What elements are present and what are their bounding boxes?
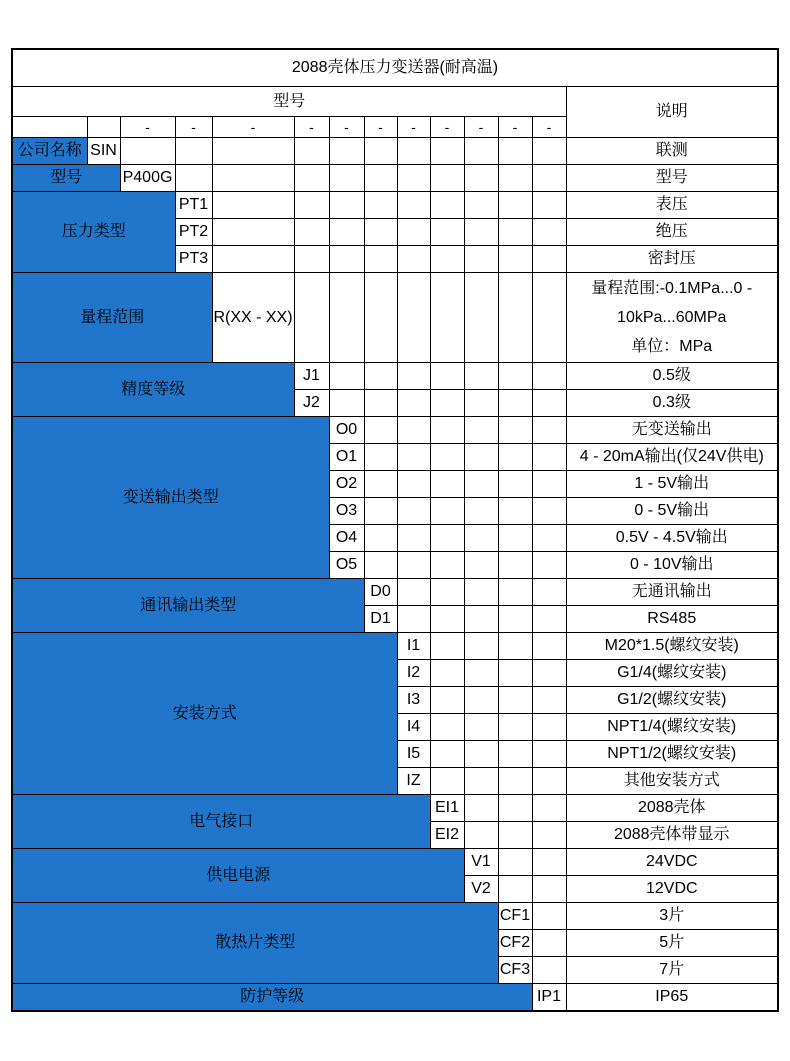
empty-cell <box>498 273 532 363</box>
empty-cell <box>532 246 566 273</box>
empty-cell <box>532 849 566 876</box>
empty-cell <box>397 390 430 417</box>
desc-cell: NPT1/4(螺纹安装) <box>566 714 778 741</box>
empty-cell <box>329 390 364 417</box>
empty-cell <box>532 579 566 606</box>
empty-cell <box>498 660 532 687</box>
empty-cell <box>397 498 430 525</box>
empty-cell <box>532 795 566 822</box>
empty-cell <box>430 741 464 768</box>
empty-cell <box>329 273 364 363</box>
empty-cell <box>329 246 364 273</box>
desc-cell: 密封压 <box>566 246 778 273</box>
table-title: 2088壳体压力变送器(耐高温) <box>12 49 778 87</box>
desc-cell: 7片 <box>566 957 778 984</box>
category-cell: 电气接口 <box>12 795 430 849</box>
option-row <box>12 165 778 192</box>
empty-cell <box>397 192 430 219</box>
empty-cell <box>294 219 329 246</box>
desc-cell: 0.5级 <box>566 363 778 390</box>
empty-cell <box>430 219 464 246</box>
desc-cell: IP65 <box>566 984 778 1012</box>
empty-cell <box>294 273 329 363</box>
empty-cell <box>430 498 464 525</box>
dash-cell: - <box>498 117 532 138</box>
empty-cell <box>212 165 294 192</box>
empty-cell <box>464 525 498 552</box>
desc-cell: 型号 <box>566 165 778 192</box>
empty-cell <box>532 930 566 957</box>
empty-cell <box>120 138 175 165</box>
dash-cell: - <box>212 117 294 138</box>
category-cell: 压力类型 <box>12 192 175 273</box>
code-cell: P400G <box>120 165 175 192</box>
empty-cell <box>397 552 430 579</box>
empty-cell <box>397 273 430 363</box>
desc-cell: 其他安装方式 <box>566 768 778 795</box>
empty-cell <box>498 363 532 390</box>
title-row <box>12 49 778 87</box>
code-cell: O4 <box>329 525 364 552</box>
dash-cell: - <box>294 117 329 138</box>
desc-cell: 绝压 <box>566 219 778 246</box>
empty-cell <box>532 822 566 849</box>
empty-cell <box>464 768 498 795</box>
option-row <box>12 903 778 930</box>
empty-cell <box>532 768 566 795</box>
empty-cell <box>498 498 532 525</box>
code-cell: CF3 <box>498 957 532 984</box>
empty-cell <box>464 687 498 714</box>
code-cell: IZ <box>397 768 430 795</box>
code-cell: O2 <box>329 471 364 498</box>
empty-cell <box>498 741 532 768</box>
empty-cell <box>498 606 532 633</box>
empty-cell <box>498 876 532 903</box>
empty-cell <box>532 165 566 192</box>
empty-cell <box>364 471 397 498</box>
empty-cell <box>364 138 397 165</box>
empty-cell <box>430 471 464 498</box>
empty-cell <box>532 525 566 552</box>
empty-cell <box>464 417 498 444</box>
empty-cell <box>464 498 498 525</box>
empty-cell <box>498 417 532 444</box>
empty-cell <box>464 714 498 741</box>
option-row <box>12 579 778 606</box>
code-cell: O3 <box>329 498 364 525</box>
empty-cell <box>397 417 430 444</box>
empty-cell <box>532 876 566 903</box>
empty-cell <box>532 498 566 525</box>
empty-cell <box>397 363 430 390</box>
desc-line: 10kPa...60MPa <box>617 309 727 326</box>
empty-cell <box>532 138 566 165</box>
empty-cell <box>364 390 397 417</box>
option-row <box>12 363 778 390</box>
empty-cell <box>430 633 464 660</box>
desc-cell: 3片 <box>566 903 778 930</box>
empty-cell <box>532 219 566 246</box>
dash-cell: - <box>430 117 464 138</box>
desc-cell: 2088壳体 <box>566 795 778 822</box>
empty-cell <box>464 741 498 768</box>
empty-cell <box>498 390 532 417</box>
desc-cell: 无通讯输出 <box>566 579 778 606</box>
empty-cell <box>430 687 464 714</box>
category-cell: 防护等级 <box>12 984 532 1012</box>
empty-cell <box>329 219 364 246</box>
empty-cell <box>397 471 430 498</box>
empty-cell <box>498 165 532 192</box>
empty-cell <box>364 219 397 246</box>
empty-cell <box>329 165 364 192</box>
code-cell: EI1 <box>430 795 464 822</box>
desc-cell: 0.3级 <box>566 390 778 417</box>
empty-cell <box>430 363 464 390</box>
empty-cell <box>464 246 498 273</box>
empty-cell <box>464 363 498 390</box>
empty-cell <box>532 390 566 417</box>
empty-cell <box>498 849 532 876</box>
empty-cell <box>498 768 532 795</box>
code-cell: I2 <box>397 660 430 687</box>
empty-cell <box>464 192 498 219</box>
code-cell: I5 <box>397 741 430 768</box>
empty-cell <box>464 660 498 687</box>
code-cell: I1 <box>397 633 430 660</box>
table-body <box>12 49 778 1011</box>
empty-cell <box>464 822 498 849</box>
empty-cell <box>532 687 566 714</box>
option-row <box>12 633 778 660</box>
empty-cell <box>12 117 87 138</box>
empty-cell <box>212 138 294 165</box>
code-cell: O5 <box>329 552 364 579</box>
model-column-group-header: 型号 <box>12 87 566 117</box>
desc-cell: M20*1.5(螺纹安装) <box>566 633 778 660</box>
empty-cell <box>430 165 464 192</box>
empty-cell <box>498 633 532 660</box>
empty-cell <box>532 633 566 660</box>
desc-cell: 24VDC <box>566 849 778 876</box>
category-cell: 散热片类型 <box>12 903 498 984</box>
option-row <box>12 984 778 1012</box>
empty-cell <box>498 822 532 849</box>
dash-cell: - <box>532 117 566 138</box>
desc-line: 量程范围:-0.1MPa...0 - <box>591 280 753 297</box>
empty-cell <box>430 138 464 165</box>
code-cell: IP1 <box>532 984 566 1012</box>
empty-cell <box>294 165 329 192</box>
dash-cell: - <box>329 117 364 138</box>
dash-cell: - <box>364 117 397 138</box>
category-cell: 供电电源 <box>12 849 464 903</box>
desc-cell: G1/4(螺纹安装) <box>566 660 778 687</box>
code-cell: SIN <box>87 138 120 165</box>
desc-cell <box>566 273 778 363</box>
empty-cell <box>532 363 566 390</box>
empty-cell <box>430 606 464 633</box>
empty-cell <box>212 246 294 273</box>
desc-line: 单位：MPa <box>631 338 713 355</box>
code-cell: D1 <box>364 606 397 633</box>
empty-cell <box>364 444 397 471</box>
option-row <box>12 417 778 444</box>
option-row <box>12 849 778 876</box>
empty-cell <box>212 192 294 219</box>
code-cell: PT2 <box>175 219 212 246</box>
empty-cell <box>430 444 464 471</box>
empty-cell <box>397 219 430 246</box>
empty-cell <box>364 363 397 390</box>
code-cell: CF1 <box>498 903 532 930</box>
dash-cell: - <box>397 117 430 138</box>
code-cell: R(XX - XX) <box>212 273 294 363</box>
empty-cell <box>397 138 430 165</box>
option-row <box>12 273 778 363</box>
empty-cell <box>532 417 566 444</box>
empty-cell <box>397 606 430 633</box>
empty-cell <box>498 471 532 498</box>
empty-cell <box>498 138 532 165</box>
desc-cell: 表压 <box>566 192 778 219</box>
desc-cell: 1 - 5V输出 <box>566 471 778 498</box>
option-row <box>12 192 778 219</box>
empty-cell <box>294 192 329 219</box>
category-cell: 型号 <box>12 165 120 192</box>
code-cell: V1 <box>464 849 498 876</box>
empty-cell <box>498 795 532 822</box>
dash-cell: - <box>120 117 175 138</box>
empty-cell <box>464 219 498 246</box>
empty-cell <box>175 138 212 165</box>
empty-cell <box>464 579 498 606</box>
empty-cell <box>430 246 464 273</box>
empty-cell <box>532 471 566 498</box>
empty-cell <box>430 660 464 687</box>
empty-cell <box>532 444 566 471</box>
empty-cell <box>532 273 566 363</box>
empty-cell <box>294 138 329 165</box>
empty-cell <box>464 390 498 417</box>
empty-cell <box>364 417 397 444</box>
empty-cell <box>532 957 566 984</box>
empty-cell <box>464 552 498 579</box>
empty-cell <box>498 525 532 552</box>
column-header-row <box>12 87 778 117</box>
category-cell: 安装方式 <box>12 633 397 795</box>
empty-cell <box>430 390 464 417</box>
empty-cell <box>464 165 498 192</box>
desc-cell: NPT1/2(螺纹安装) <box>566 741 778 768</box>
category-cell: 变送输出类型 <box>12 417 329 579</box>
empty-cell <box>464 633 498 660</box>
empty-cell <box>532 606 566 633</box>
empty-cell <box>329 138 364 165</box>
empty-cell <box>498 552 532 579</box>
empty-cell <box>397 579 430 606</box>
description-column-header: 说明 <box>566 87 778 138</box>
desc-cell: 0 - 5V输出 <box>566 498 778 525</box>
empty-cell <box>430 768 464 795</box>
category-cell: 通讯输出类型 <box>12 579 364 633</box>
desc-cell: 2088壳体带显示 <box>566 822 778 849</box>
code-cell: I4 <box>397 714 430 741</box>
desc-cell: RS485 <box>566 606 778 633</box>
empty-cell <box>397 525 430 552</box>
code-cell: PT3 <box>175 246 212 273</box>
empty-cell <box>364 165 397 192</box>
empty-cell <box>364 246 397 273</box>
empty-cell <box>175 165 212 192</box>
code-cell: O1 <box>329 444 364 471</box>
empty-cell <box>498 246 532 273</box>
empty-cell <box>464 444 498 471</box>
empty-cell <box>294 246 329 273</box>
option-row <box>12 795 778 822</box>
code-cell: D0 <box>364 579 397 606</box>
desc-cell: 0.5V - 4.5V输出 <box>566 525 778 552</box>
empty-cell <box>498 192 532 219</box>
code-cell: EI2 <box>430 822 464 849</box>
code-cell: J2 <box>294 390 329 417</box>
desc-cell: 5片 <box>566 930 778 957</box>
empty-cell <box>87 117 120 138</box>
empty-cell <box>397 444 430 471</box>
desc-cell: 无变送输出 <box>566 417 778 444</box>
ordering-spec-table <box>11 48 779 1012</box>
empty-cell <box>430 192 464 219</box>
code-cell: V2 <box>464 876 498 903</box>
desc-cell: 4 - 20mA输出(仅24V供电) <box>566 444 778 471</box>
dash-cell: - <box>464 117 498 138</box>
empty-cell <box>464 471 498 498</box>
empty-cell <box>464 138 498 165</box>
empty-cell <box>464 606 498 633</box>
empty-cell <box>430 273 464 363</box>
empty-cell <box>364 192 397 219</box>
empty-cell <box>430 579 464 606</box>
empty-cell <box>397 165 430 192</box>
empty-cell <box>430 714 464 741</box>
desc-cell: 0 - 10V输出 <box>566 552 778 579</box>
empty-cell <box>498 219 532 246</box>
empty-cell <box>364 552 397 579</box>
empty-cell <box>212 219 294 246</box>
category-cell: 量程范围 <box>12 273 212 363</box>
empty-cell <box>532 714 566 741</box>
desc-cell: 12VDC <box>566 876 778 903</box>
empty-cell <box>498 714 532 741</box>
empty-cell <box>532 192 566 219</box>
code-cell: J1 <box>294 363 329 390</box>
empty-cell <box>397 246 430 273</box>
empty-cell <box>464 795 498 822</box>
code-cell: I3 <box>397 687 430 714</box>
empty-cell <box>329 363 364 390</box>
empty-cell <box>430 525 464 552</box>
code-cell: CF2 <box>498 930 532 957</box>
empty-cell <box>329 192 364 219</box>
desc-cell: G1/2(螺纹安装) <box>566 687 778 714</box>
empty-cell <box>532 741 566 768</box>
empty-cell <box>430 417 464 444</box>
empty-cell <box>532 660 566 687</box>
category-cell: 公司名称 <box>12 138 87 165</box>
empty-cell <box>498 444 532 471</box>
empty-cell <box>364 525 397 552</box>
empty-cell <box>364 498 397 525</box>
desc-cell: 联测 <box>566 138 778 165</box>
dash-cell: - <box>175 117 212 138</box>
empty-cell <box>498 687 532 714</box>
code-cell: O0 <box>329 417 364 444</box>
category-cell: 精度等级 <box>12 363 294 417</box>
empty-cell <box>498 579 532 606</box>
code-cell: PT1 <box>175 192 212 219</box>
empty-cell <box>364 273 397 363</box>
empty-cell <box>430 552 464 579</box>
option-row <box>12 138 778 165</box>
empty-cell <box>532 903 566 930</box>
empty-cell <box>464 273 498 363</box>
empty-cell <box>532 552 566 579</box>
